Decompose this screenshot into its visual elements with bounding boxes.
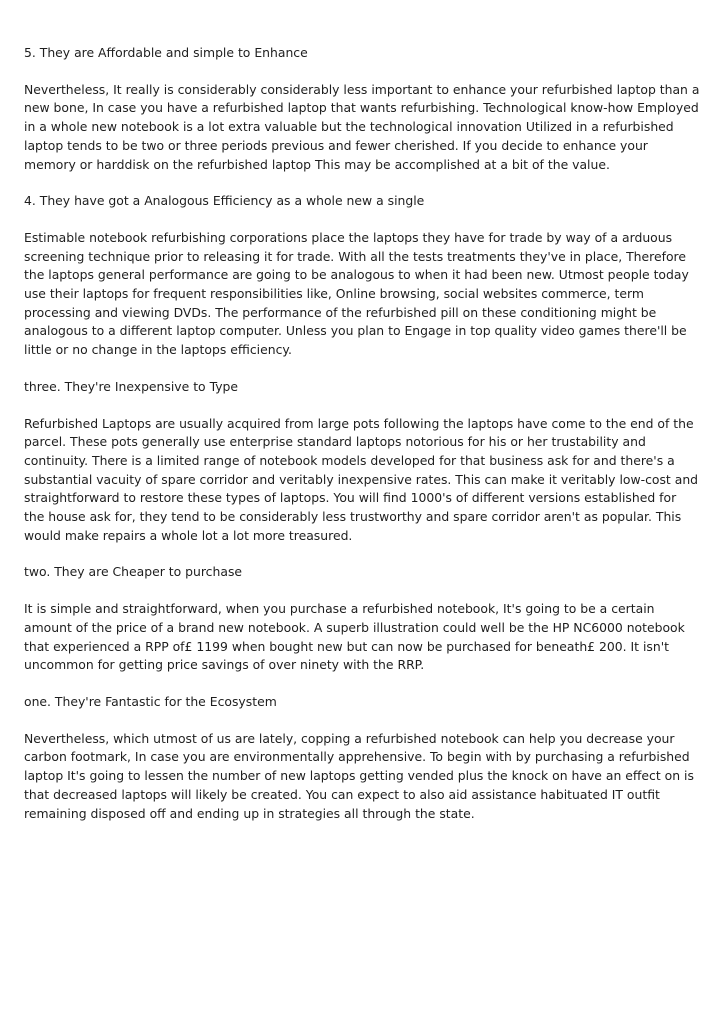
section-heading: 4. They have got a Analogous Efficiency as a whole new a single	[24, 193, 425, 209]
section-paragraph: Nevertheless, which utmost of us are lately, copping a refurbished notebook can help you decrease your carbon footmark, In case you are environmentally apprehensive. To begin with by purchasing a refurbished laptop It's going to lessen the number of new laptops getting vended plus the knock on have an effect on is that decreased laptops will likely be created. You can expect to also aid assistance habituated IT outfit remaining disposed off and ending up in strategies all through the state.	[24, 730, 694, 821]
section-paragraph: It is simple and straightforward, when you purchase a refurbished notebook, It's going to be a certain amount of the price of a brand new notebook. A superb illustration could well be the HP NC6000 notebook that experienced a RPP of£ 1199 when bought new but can now be purchased for beneath£ 200. It isn't uncommon for getting price savings of over ninety with the RRP.	[24, 601, 685, 673]
section-paragraph: Estimable notebook refurbishing corporations place the laptops they have for trade by way of a arduous screening technique prior to releasing it for trade. With all the tests treatments they've in place, Therefore the laptops general performance are going to be analogous to when it had been new. Utmost people today use their laptops for frequent responsibilities like, Online browsing, social websites commerce, term processing and viewing DVDs. The performance of the refurbished pill on these conditioning might be analogous to a different laptop computer. Unless you plan to Engage in top quality video games there'll be little or no change in the laptops efficiency.	[24, 229, 689, 358]
section-heading: two. They are Cheaper to purchase	[24, 564, 243, 580]
section-heading: one. They're Fantastic for the Ecosystem	[24, 693, 277, 709]
section-heading: three. They're Inexpensive to Type	[24, 378, 239, 394]
section-heading: 5. They are Affordable and simple to Enhance	[24, 45, 308, 60]
article	[24, 44, 700, 823]
section-paragraph: Nevertheless, It really is considerably considerably less important to enhance your refurbished laptop than a new bone, In case you have a refurbished laptop that wants refurbishing. Technological know-how Employed in a whole new notebook is a lot extra valuable but the technological innovation Utilized in a refurbished laptop tends to be two or three periods previous and fewer cherished. If you decide to enhance your memory or harddisk on the refurbished laptop This may be accomplished at a bit of the value.	[24, 81, 700, 172]
section-paragraph: Refurbished Laptops are usually acquired from large pots following the laptops have come to the end of the parcel. These pots generally use enterprise standard laptops notorious for his or her trustability and continuity. There is a limited range of notebook models developed for that business ask for and there's a substantial vacuity of spare corridor and veritably inexpensive rates. This can make it veritably low-cost and straightforward to restore these types of laptops. You will find 1000's of different versions established for the house ask for, they tend to be considerably less trustworthy and spare corridor aren't as popular. This would make repairs a whole lot a lot more treasured.	[24, 415, 699, 543]
